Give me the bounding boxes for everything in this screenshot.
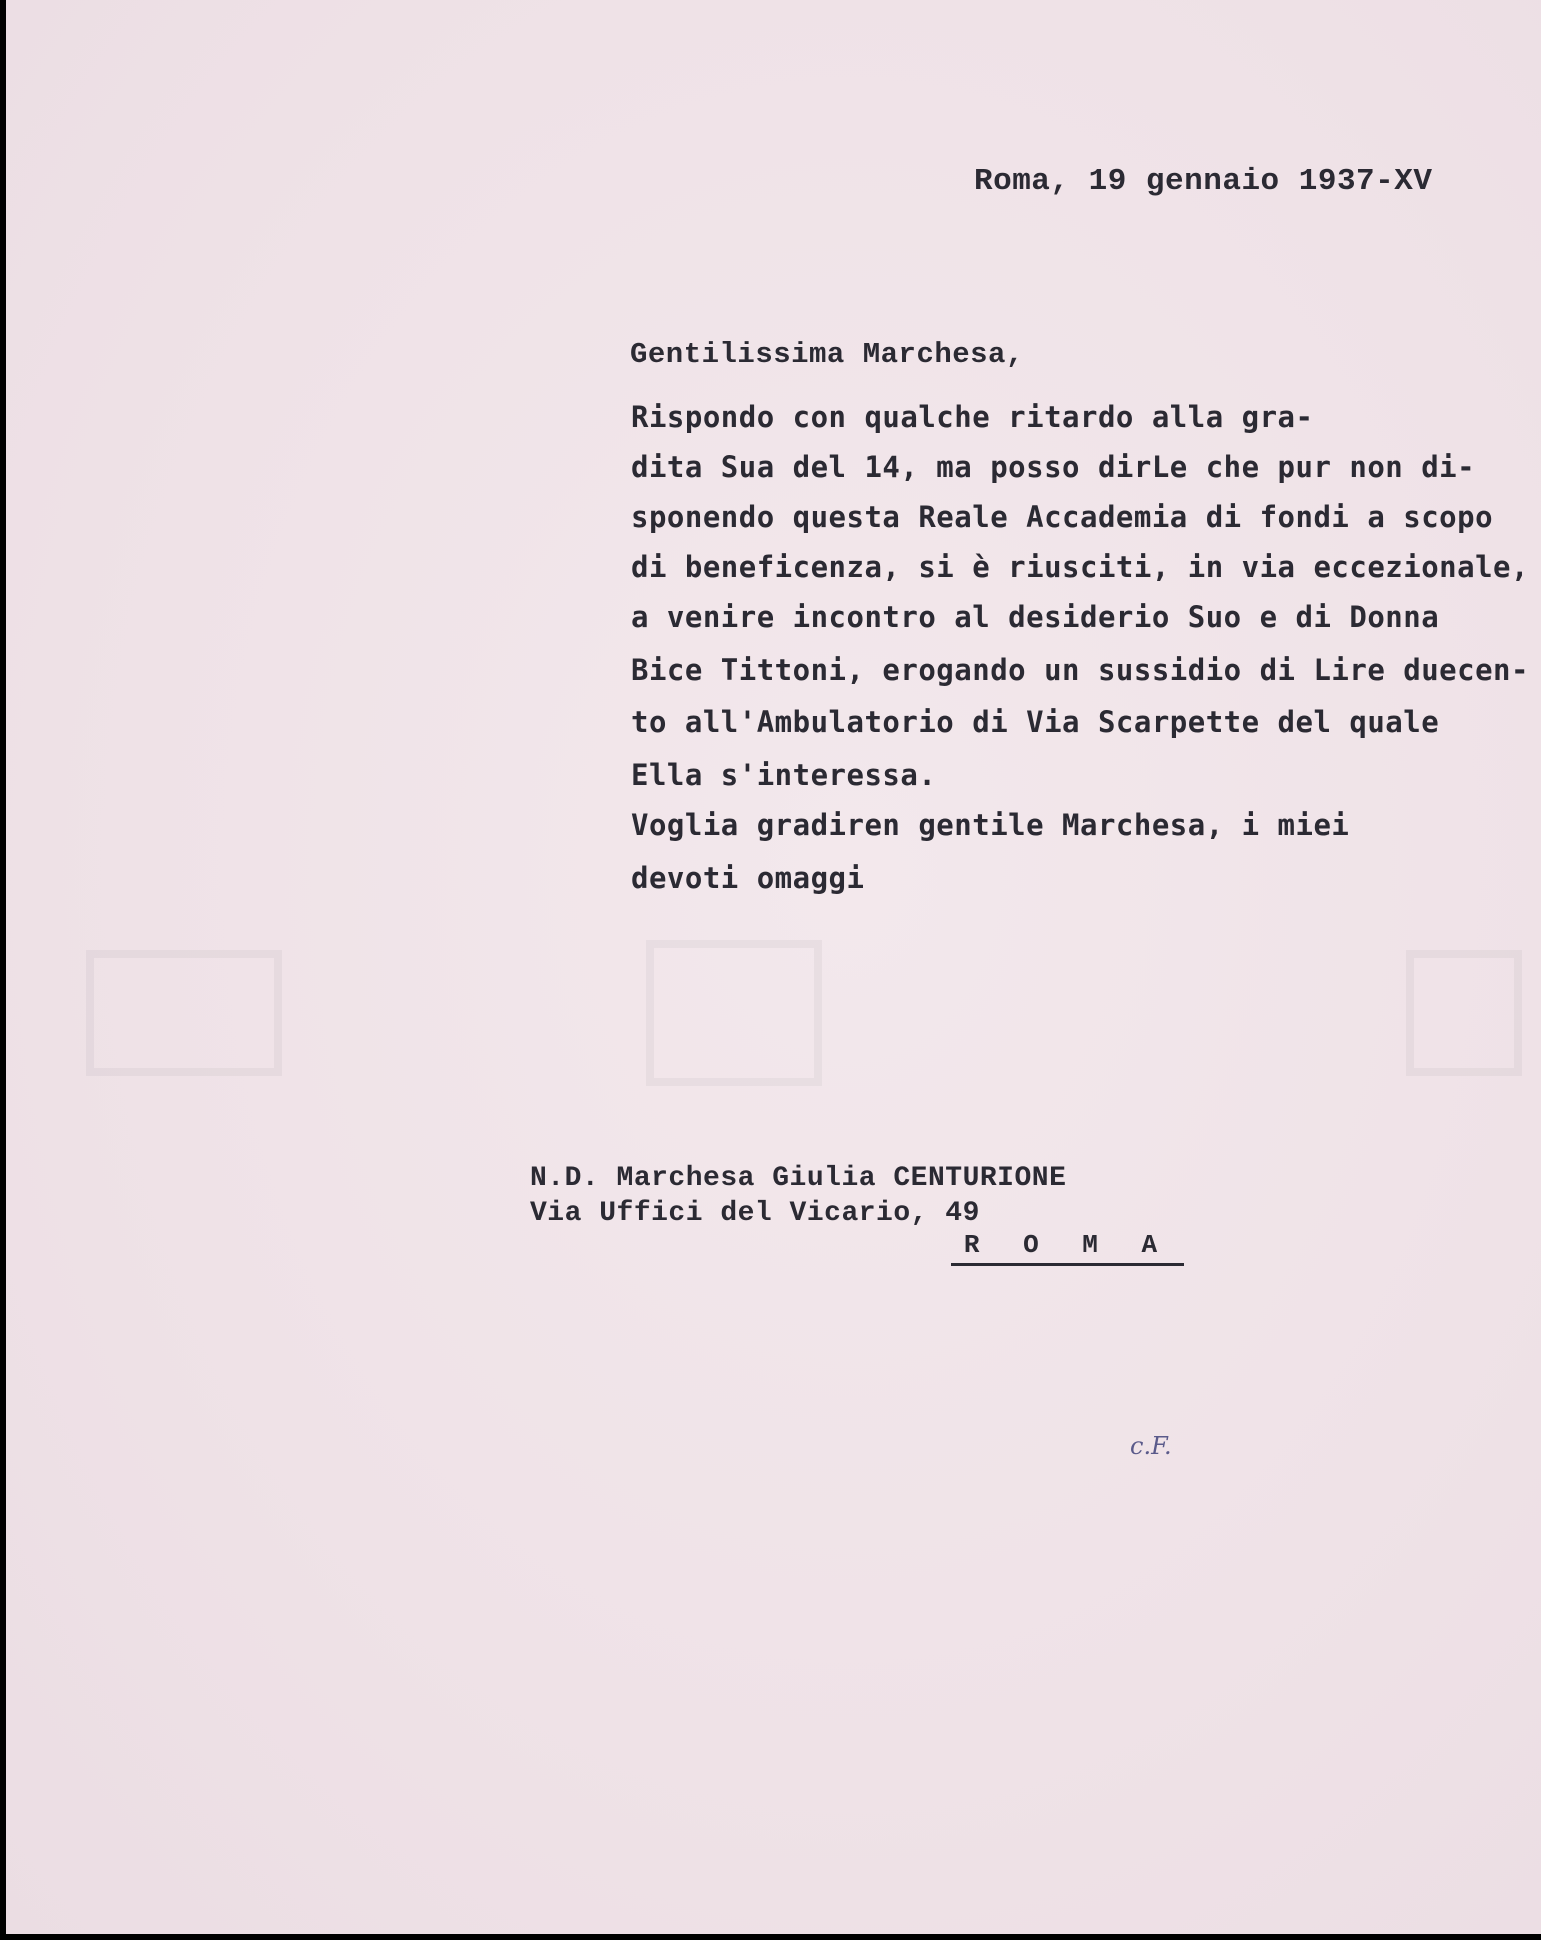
- body-line: to all'Ambulatorio di Via Scarpette del quale: [631, 705, 1440, 739]
- body-line: Voglia gradiren gentile Marchesa, i miei: [631, 808, 1350, 842]
- addressee-street: Via Uffici del Vicario, 49: [530, 1198, 980, 1229]
- body-line: Bice Tittoni, erogando un sussidio di Lire duecen-: [631, 653, 1529, 687]
- addressee-name: N.D. Marchesa Giulia CENTURIONE: [530, 1163, 1067, 1194]
- letter-page: [6, 0, 1541, 1934]
- handwritten-initials: c.F.: [1130, 1432, 1172, 1460]
- body-line: sponendo questa Reale Accademia di fondi a scopo: [631, 500, 1494, 534]
- body-line: dita Sua del 14, ma posso dirLe che pur non di-: [631, 450, 1476, 484]
- body-line: a venire incontro al desiderio Suo e di Donna: [631, 600, 1440, 634]
- salutation: Gentilissima Marchesa,: [630, 338, 1024, 371]
- body-line: devoti omaggi: [631, 861, 865, 895]
- body-line: Ella s'interessa.: [631, 758, 937, 792]
- addressee-city: R O M A: [951, 1227, 1184, 1266]
- letter-date: Roma, 19 gennaio 1937-XV: [974, 164, 1433, 199]
- body-line: di beneficenza, si è riusciti, in via eccezionale,: [631, 550, 1529, 584]
- show-through-letterhead: [86, 940, 1506, 1080]
- body-line: Rispondo con qualche ritardo alla gra-: [631, 400, 1314, 434]
